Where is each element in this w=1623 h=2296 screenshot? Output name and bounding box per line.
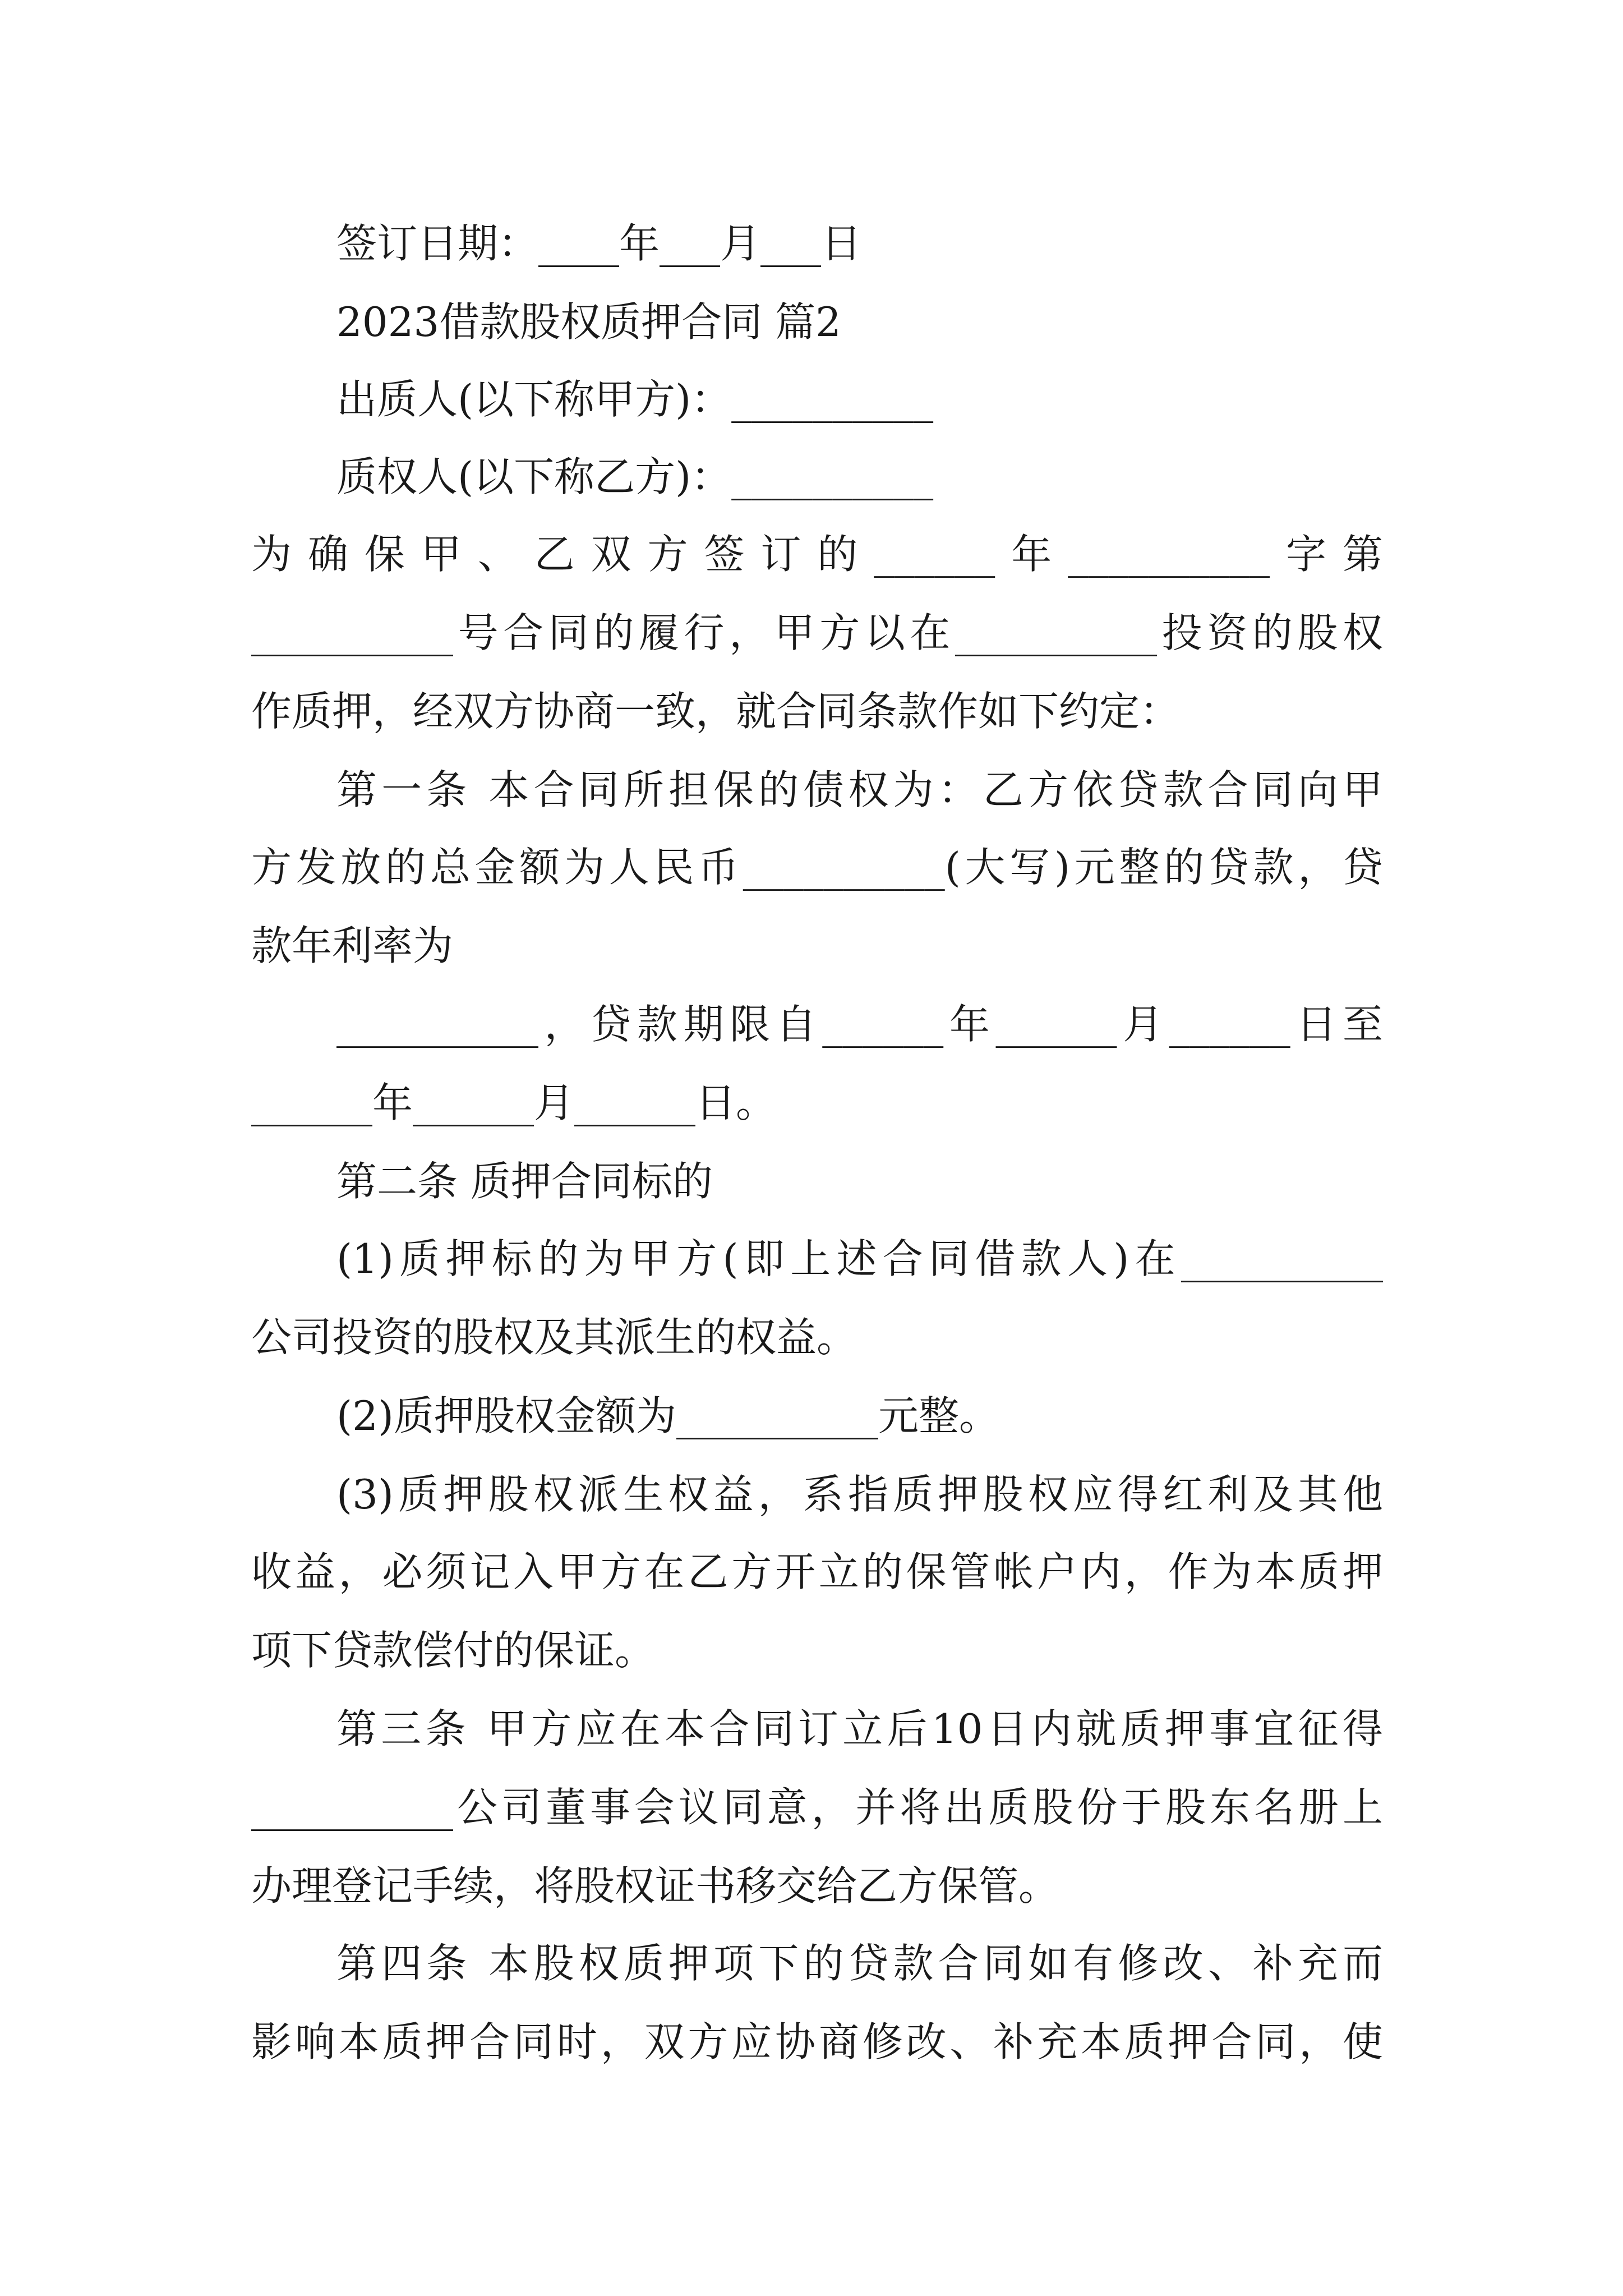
- article-2-item-3-line-3: 项下贷款偿付的保证。: [251, 1627, 656, 1674]
- article-2-item-1-line-1: (1)质押标的为甲方(即上述合同借款人)在__________: [336, 1235, 1383, 1282]
- article-1-line-5: ______年______月______日。: [251, 1079, 777, 1126]
- article-2-item-3-line-1: (3)质押股权派生权益，系指质押股权应得红利及其他: [336, 1471, 1383, 1518]
- article-1-line-4: __________，贷款期限自______年______月______日至: [336, 1001, 1383, 1048]
- signing-date-line: 签订日期：____年___月___日: [336, 220, 862, 267]
- article-3-line-1: 第三条 甲方应在本合同订立后10日内就质押事宜征得: [336, 1705, 1383, 1752]
- article-2-item-2: (2)质押股权金额为__________元整。: [336, 1392, 999, 1439]
- section-title: 2023借款股权质押合同 篇2: [336, 298, 841, 346]
- paragraph-intro-line-2: __________号合同的履行，甲方以在__________投资的股权: [251, 609, 1383, 656]
- article-4-line-1: 第四条 本股权质押项下的贷款合同如有修改、补充而: [336, 1940, 1383, 1987]
- article-3-line-2: __________公司董事会议同意，并将出质股份于股东名册上: [251, 1784, 1383, 1831]
- article-2-item-1-line-2: 公司投资的股权及其派生的权益。: [251, 1314, 857, 1361]
- article-1-line-1: 第一条 本合同所担保的债权为：乙方依贷款合同向甲: [336, 766, 1383, 813]
- article-3-line-3: 办理登记手续，将股权证书移交给乙方保管。: [251, 1862, 1059, 1910]
- article-1-line-2: 方发放的总金额为人民币__________(大写)元整的贷款，贷: [251, 844, 1383, 891]
- paragraph-intro-line-1: 为确保甲、乙双方签订的______年__________字第: [251, 531, 1383, 578]
- paragraph-intro-line-3: 作质押，经双方协商一致，就合同条款作如下约定：: [251, 688, 1181, 735]
- article-2-item-3-line-2: 收益，必须记入甲方在乙方开立的保管帐户内，作为本质押: [251, 1548, 1383, 1595]
- article-1-line-3: 款年利率为: [251, 922, 454, 969]
- pledgee-line: 质权人(以下称乙方)：__________: [336, 453, 934, 500]
- article-2-heading: 第二条 质押合同标的: [336, 1158, 713, 1205]
- article-4-line-2: 影响本质押合同时，双方应协商修改、补充本质押合同，使: [251, 2018, 1383, 2065]
- pledgor-line: 出质人(以下称甲方)：__________: [336, 376, 934, 423]
